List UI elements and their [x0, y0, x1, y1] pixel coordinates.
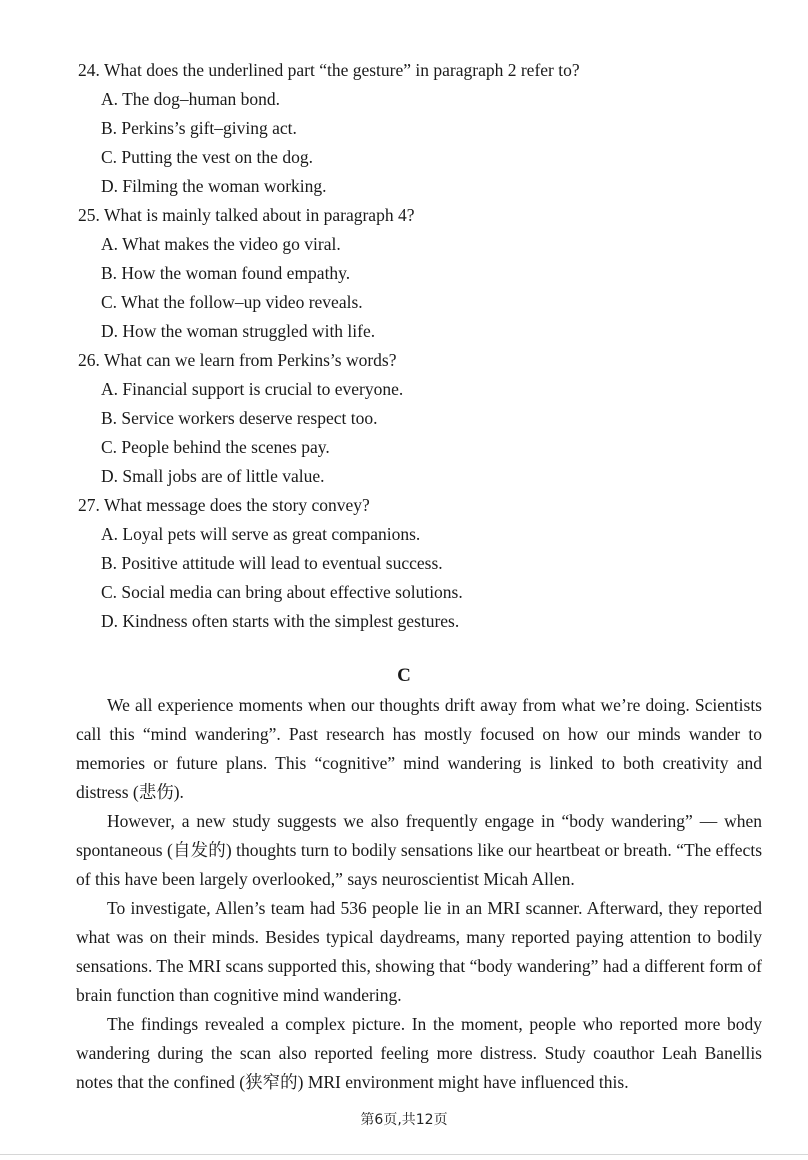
question-27-option-c: C. Social media can bring about effective solutions. [101, 582, 463, 602]
section-heading: C [397, 665, 411, 686]
question-26-option-d: D. Small jobs are of little value. [101, 466, 325, 486]
passage-paragraph: However, a new study suggests we also frequently engage in “body wandering” — when spontaneous (自发的) thoughts turn to bodily sensations like our heartbeat or breath. “The effects of this have been largely overlooked,” says neuroscientist Micah Allen. [76, 811, 762, 889]
question-27-option-d: D. Kindness often starts with the simplest gestures. [101, 611, 460, 631]
question-text: What can we learn from Perkins’s words? [103, 350, 397, 370]
question-24-stem [78, 56, 778, 85]
question-27-stem [78, 491, 778, 520]
question-25-stem [78, 201, 778, 230]
question-24-option-d: D. Filming the woman working. [101, 176, 327, 196]
page-divider [0, 1154, 808, 1155]
question-number: 25. [78, 205, 100, 225]
question-24-option-a: A. The dog–human bond. [101, 89, 281, 109]
question-26-option-a: A. Financial support is crucial to everyone. [101, 379, 404, 399]
question-25-option-b: B. How the woman found empathy. [101, 263, 351, 283]
question-25-option-c: C. What the follow–up video reveals. [101, 292, 363, 312]
passage-paragraph: We all experience moments when our thoughts drift away from what we’re doing. Scientists call this “mind wandering”. Past research has mostly focused on how our minds wander to memories or future plans. This “cognitive” mind wandering is linked to both creativity and distress (悲伤). [76, 695, 762, 802]
question-25-option-a: A. What makes the video go viral. [101, 234, 341, 254]
question-26-option-b: B. Service workers deserve respect too. [101, 408, 378, 428]
page-number: 第6页,共12页 [360, 1112, 448, 1128]
question-27-option-b: B. Positive attitude will lead to eventual success. [101, 553, 443, 573]
question-list [78, 56, 778, 636]
question-text: What message does the story convey? [103, 495, 370, 515]
question-24-option-b: B. Perkins’s gift–giving act. [101, 118, 297, 138]
question-text: What does the underlined part “the gesture” in paragraph 2 refer to? [103, 60, 580, 80]
question-26-option-c: C. People behind the scenes pay. [101, 437, 330, 457]
question-24-option-c: C. Putting the vest on the dog. [101, 147, 313, 167]
question-number: 26. [78, 350, 100, 370]
question-number: 27. [78, 495, 100, 515]
question-27-option-a: A. Loyal pets will serve as great companions. [101, 524, 421, 544]
question-text: What is mainly talked about in paragraph 4? [103, 205, 415, 225]
question-number: 24. [78, 60, 100, 80]
passage-paragraph: To investigate, Allen’s team had 536 people lie in an MRI scanner. Afterward, they reported what was on their minds. Besides typical daydreams, many reported paying attention to bodily sensations. The MRI scans supported this, showing that “body wandering” had a different form of brain function than cognitive mind wandering. [76, 898, 762, 1005]
question-25-option-d: D. How the woman struggled with life. [101, 321, 376, 341]
reading-passage [76, 691, 762, 1097]
question-26-stem [78, 346, 778, 375]
passage-paragraph: The findings revealed a complex picture. In the moment, people who reported more body wandering during the scan also reported feeling more distress. Study coauthor Leah Banellis notes that the confined (狭窄的) MRI environment might have influenced this. [76, 1014, 762, 1092]
